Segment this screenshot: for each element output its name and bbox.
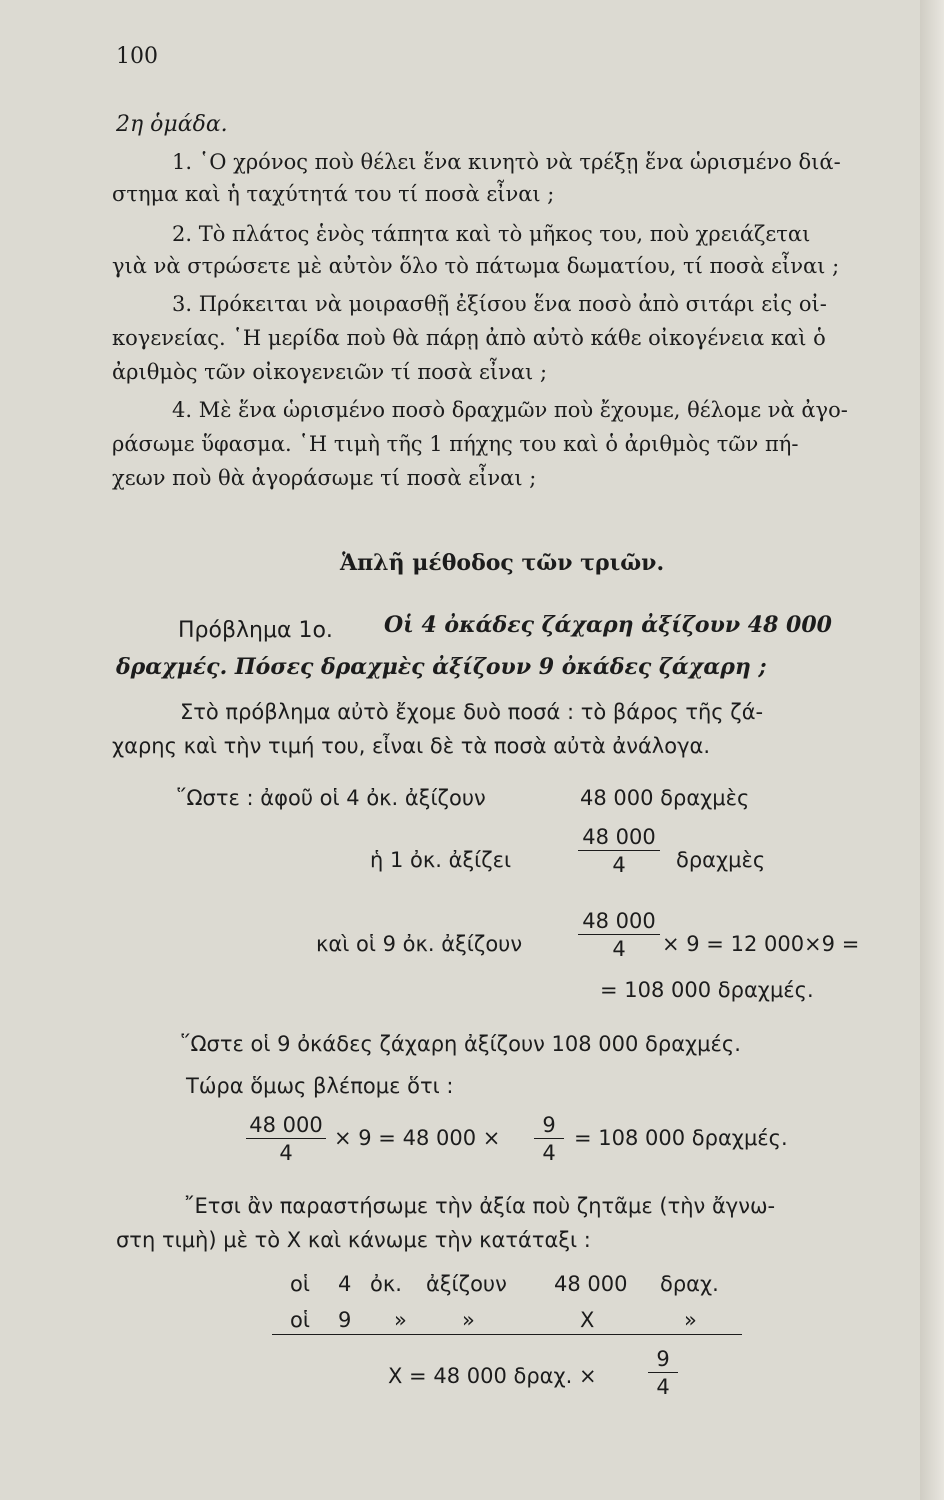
identity-fraction-2 <box>534 1112 564 1167</box>
derivation-step-3-fraction <box>578 908 660 963</box>
setup-line-2: στη τιμὴ) μὲ τὸ Χ καὶ κάνωμε τὴν κατάταξι : <box>116 1228 591 1252</box>
fraction-denominator: 4 <box>279 1141 293 1165</box>
identity-fraction-1 <box>246 1112 326 1167</box>
fraction-numerator: 48 000 <box>578 908 660 935</box>
question-4-line-2: ράσωμε ὕφασμα. ῾Η τιμὴ τῆς 1 πήχης του καὶ ὁ ἀριθμὸς τῶν πή- <box>112 432 799 456</box>
table-divider <box>272 1334 742 1335</box>
table-row-1-cell-4: ἀξίζουν <box>426 1272 507 1296</box>
table-row-2-cell-6: » <box>684 1308 697 1332</box>
derivation-step-1-prefix: ῞Ωστε : ἀφοῦ οἱ 4 ὀκ. ἀξίζουν <box>176 786 486 810</box>
page-edge <box>920 0 944 1500</box>
setup-line-1: ῎Ετσι ἂν παραστήσωμε τὴν ἀξία ποὺ ζητᾶμε (τὴν ἄγνω- <box>184 1194 776 1218</box>
derivation-step-2-fraction <box>578 824 660 879</box>
fraction-denominator: 4 <box>612 937 626 961</box>
fraction-denominator: 4 <box>612 853 626 877</box>
observation: Τώρα ὅμως βλέπομε ὅτι : <box>186 1074 454 1098</box>
fraction-numerator: 48 000 <box>578 824 660 851</box>
identity-result: = 108 000 δραχμές. <box>574 1126 788 1150</box>
question-4-line-3: χεων ποὺ θὰ ἀγοράσωμε τί ποσὰ εἶναι ; <box>112 466 537 490</box>
table-row-1-cell-3: ὀκ. <box>370 1272 402 1296</box>
table-row-1-cell-1: οἱ <box>290 1272 310 1296</box>
table-row-1-cell-2: 4 <box>338 1272 352 1296</box>
table-row-1-cell-5: 48 000 <box>554 1272 628 1296</box>
table-row-2-cell-1: οἱ <box>290 1308 310 1332</box>
table-row-2-cell-3: » <box>394 1308 407 1332</box>
explanation-line-1: Στὸ πρόβλημα αὐτὸ ἔχομε δυὸ ποσά : τὸ βάρος τῆς ζά- <box>180 700 764 724</box>
question-1-line-1: 1. ῾Ο χρόνος ποὺ θέλει ἕνα κινητὸ νὰ τρέξῃ ἕνα ὡρισμένο διά- <box>172 150 841 174</box>
conclusion: ῞Ωστε οἱ 9 ὀκάδες ζάχαρη ἀξίζουν 108 000 δραχμές. <box>180 1032 741 1056</box>
derivation-step-3-prefix: καὶ οἱ 9 ὀκ. ἀξίζουν <box>316 932 523 956</box>
final-fraction <box>648 1346 678 1401</box>
table-row-2-cell-5: Χ <box>580 1308 595 1332</box>
question-3-line-2: κογενείας. ῾Η μερίδα ποὺ θὰ πάρῃ ἀπὸ αὐτὸ κάθε οἰκογένεια καὶ ὁ <box>112 326 826 350</box>
table-row-2-cell-4: » <box>462 1308 475 1332</box>
table-row-1-cell-6: δραχ. <box>660 1272 719 1296</box>
section-heading: 2η ὁμάδα. <box>116 112 228 137</box>
problem-label: Πρόβλημα 1ο. <box>178 618 333 643</box>
question-1-line-2: στημα καὶ ἡ ταχύτητά του τί ποσὰ εἶναι ; <box>112 182 555 206</box>
identity-middle: × 9 = 48 000 × <box>334 1126 501 1150</box>
derivation-step-4: = 108 000 δραχμές. <box>600 978 814 1002</box>
final-equation-lhs: Χ = 48 000 δραχ. × <box>388 1364 597 1388</box>
fraction-denominator: 4 <box>542 1141 556 1165</box>
fraction-denominator: 4 <box>656 1375 670 1399</box>
problem-statement-line-1: Οἱ 4 ὀκάδες ζάχαρη ἀξίζουν 48 000 <box>384 612 832 638</box>
problem-statement-line-2: δραχμές. Πόσες δραχμὲς ἀξίζουν 9 ὀκάδες ζάχαρη ; <box>116 654 767 680</box>
explanation-line-2: χαρης καὶ τὴν τιμή του, εἶναι δὲ τὰ ποσὰ αὐτὰ ἀνάλογα. <box>112 734 711 758</box>
derivation-step-2-prefix: ἡ 1 ὀκ. ἀξίζει <box>370 848 512 872</box>
question-2-line-2: γιὰ νὰ στρώσετε μὲ αὐτὸν ὅλο τὸ πάτωμα δωματίου, τί ποσὰ εἶναι ; <box>112 254 840 278</box>
page-number: 100 <box>116 44 158 69</box>
question-3-line-3: ἀριθμὸς τῶν οἰκογενειῶν τί ποσὰ εἶναι ; <box>112 360 548 384</box>
derivation-step-1-value: 48 000 δραχμὲς <box>580 786 750 810</box>
question-4-line-1: 4. Μὲ ἕνα ὡρισμένο ποσὸ δραχμῶν ποὺ ἔχουμε, θέλομε νὰ ἀγο- <box>172 398 848 422</box>
fraction-numerator: 9 <box>534 1112 564 1139</box>
derivation-step-2-unit: δραχμὲς <box>676 848 766 872</box>
method-title: Ἁπλῆ μέθοδος τῶν τριῶν. <box>340 550 665 576</box>
fraction-numerator: 48 000 <box>246 1112 326 1139</box>
table-row-2-cell-2: 9 <box>338 1308 352 1332</box>
question-2-line-1: 2. Τὸ πλάτος ἑνὸς τάπητα καὶ τὸ μῆκος του, ποὺ χρειάζεται <box>172 222 811 246</box>
derivation-step-3-rest: × 9 = 12 000×9 = <box>662 932 860 956</box>
question-3-line-1: 3. Πρόκειται νὰ μοιρασθῇ ἐξίσου ἕνα ποσὸ ἀπὸ σιτάρι εἰς οἰ- <box>172 292 827 316</box>
fraction-numerator: 9 <box>648 1346 678 1373</box>
